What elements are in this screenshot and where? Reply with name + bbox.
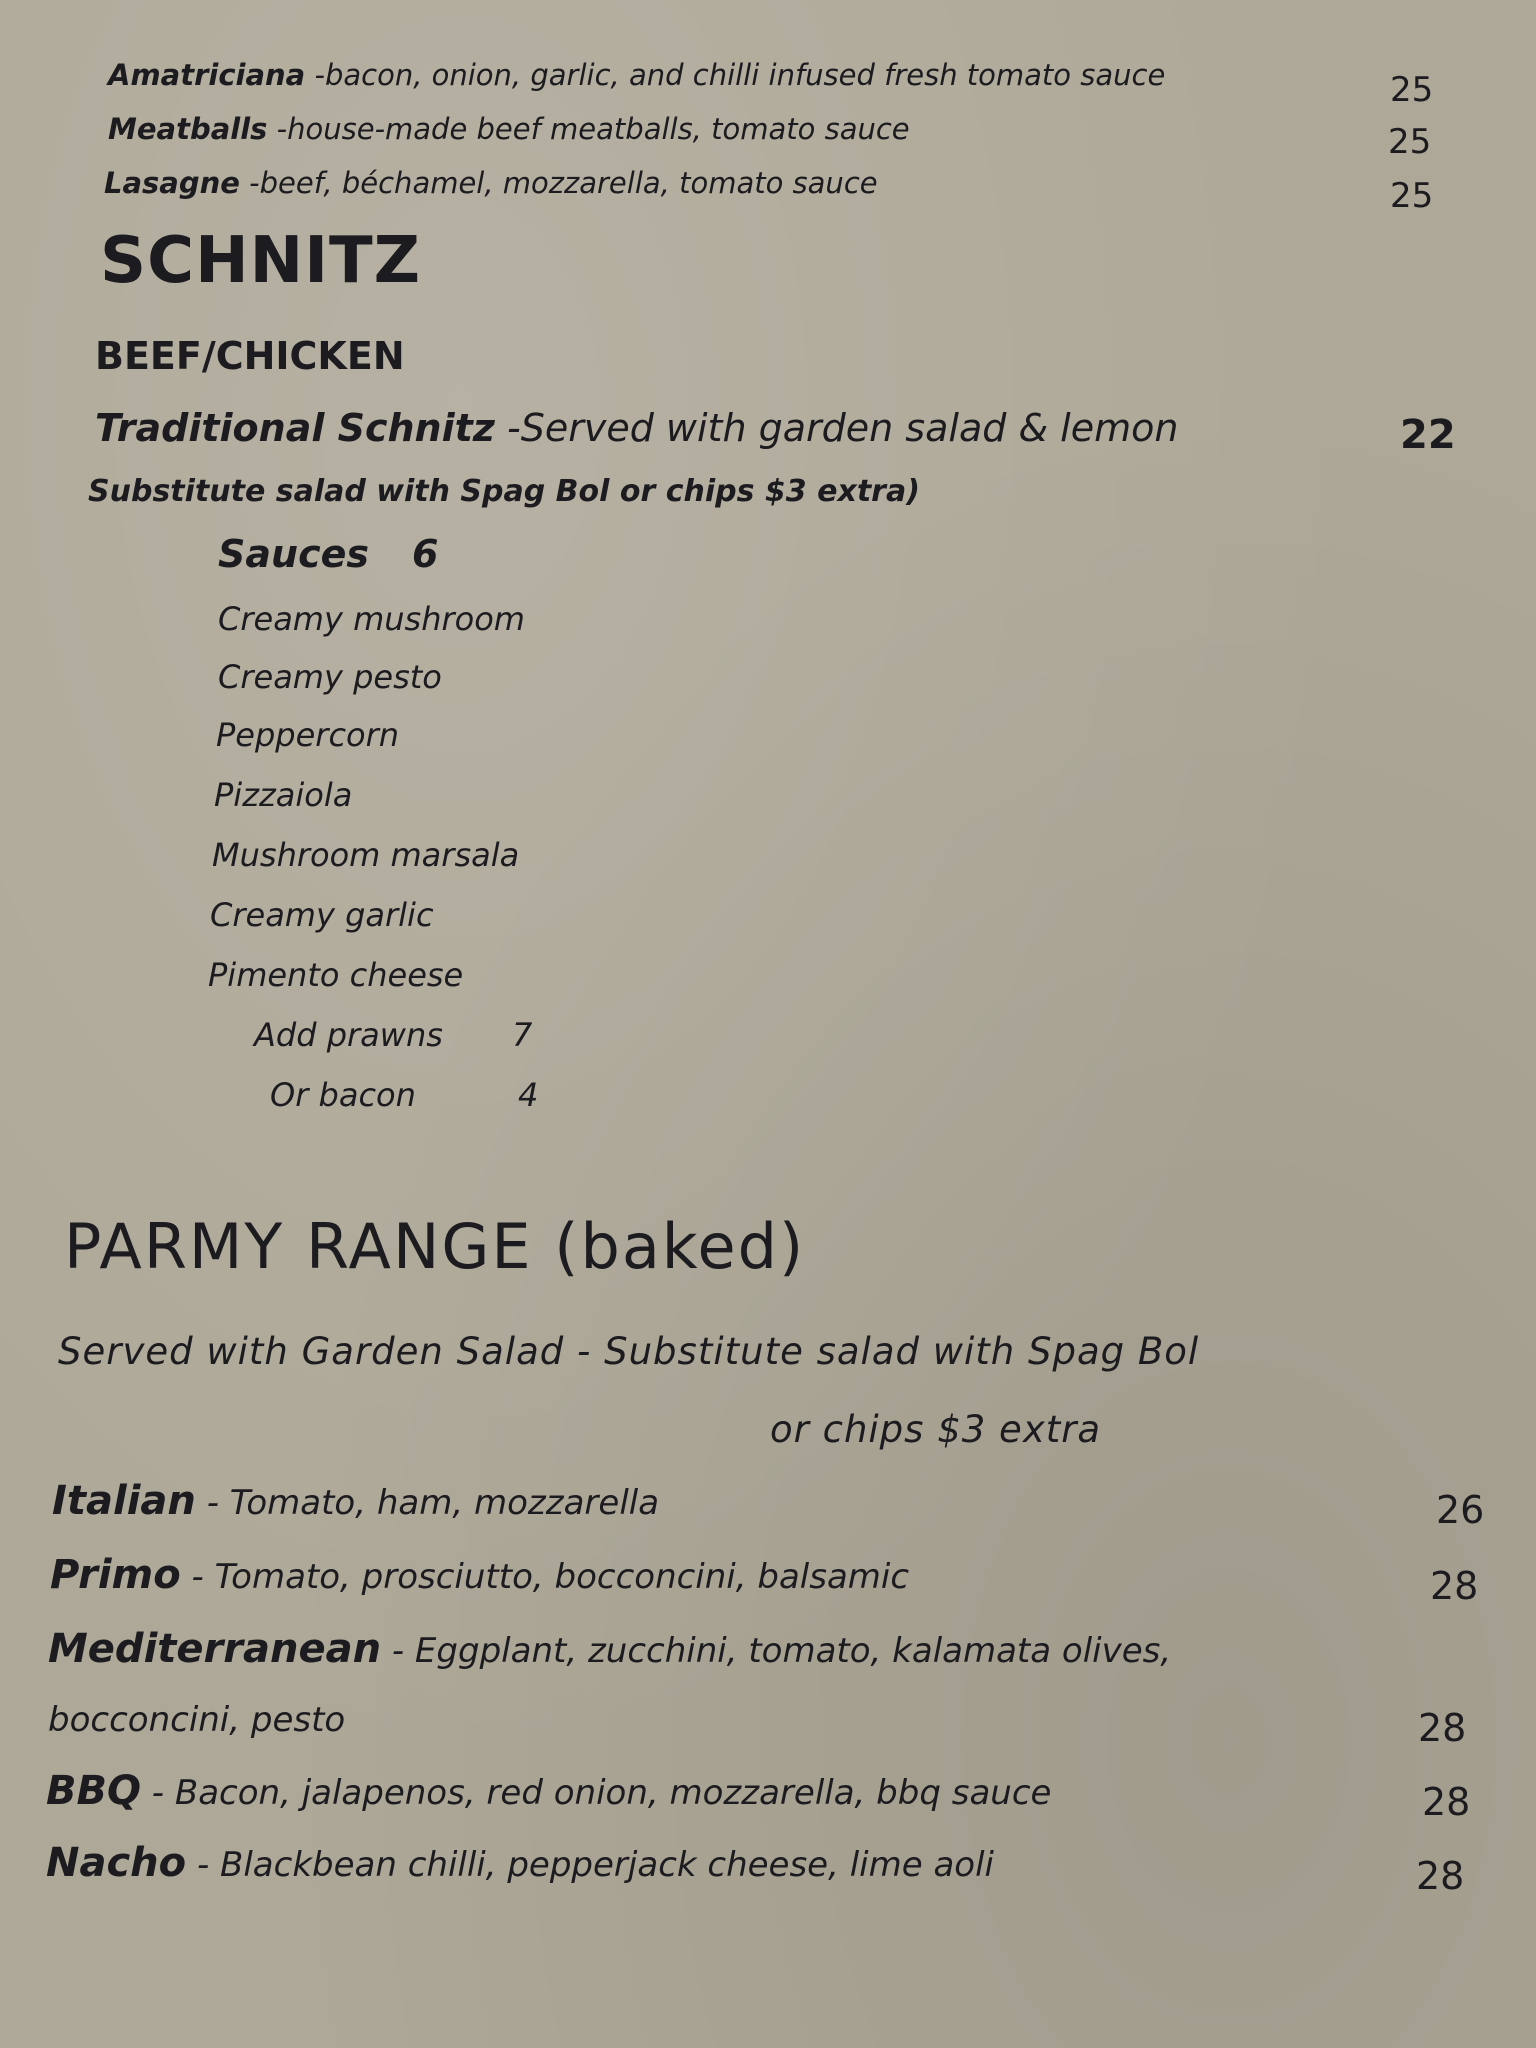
sauce-item: Peppercorn: [216, 716, 400, 754]
parmy-subtitle: Served with Garden Salad - Substitute salad with Spag Bol: [58, 1330, 1200, 1373]
item-description: -house-made beef meatballs, tomato sauce: [276, 112, 910, 146]
sauce-item: Creamy pesto: [218, 658, 442, 696]
item-description: - Eggplant, zucchini, tomato, kalamata olives,: [391, 1631, 1172, 1671]
item-price: 25: [1390, 70, 1434, 110]
menu-item-mediterranean: [48, 1626, 1171, 1672]
sauce-item: Creamy garlic: [210, 896, 434, 934]
item-name: Traditional Schnitz: [95, 406, 495, 450]
section-subheading: BEEF/CHICKEN: [95, 334, 405, 378]
item-name: Amatriciana: [108, 58, 306, 92]
item-name: Mediterranean: [48, 1626, 382, 1672]
addon-label: Or bacon: [270, 1076, 416, 1114]
item-description: -beef, béchamel, mozzarella, tomato sauce: [249, 166, 878, 200]
item-price: 22: [1400, 412, 1456, 458]
section-heading-parmy: PARMY RANGE (baked): [64, 1210, 806, 1283]
sauce-item: Pizzaiola: [214, 776, 353, 814]
sauces-price: 6: [412, 532, 439, 576]
item-price: 28: [1416, 1854, 1465, 1898]
item-description: - Tomato, ham, mozzarella: [206, 1483, 660, 1523]
item-description: - Blackbean chilli, pepperjack cheese, lime aoli: [196, 1845, 994, 1885]
item-name: BBQ: [46, 1768, 141, 1814]
item-price: 28: [1422, 1780, 1471, 1824]
section-heading-schnitz: SCHNITZ: [100, 224, 422, 298]
menu-item-bbq: [46, 1768, 1051, 1814]
menu-item-amatriciana: [108, 58, 1165, 92]
sauces-label: Sauces: [218, 532, 369, 576]
item-description: -bacon, onion, garlic, and chilli infused fresh tomato sauce: [314, 58, 1166, 92]
menu-item-meatballs: [108, 112, 910, 146]
item-name: Nacho: [46, 1840, 187, 1886]
item-name: Italian: [52, 1478, 196, 1524]
sauce-item: Pimento cheese: [208, 956, 464, 994]
item-name: Lasagne: [104, 166, 240, 200]
item-name: Primo: [50, 1552, 181, 1598]
item-price: 28: [1418, 1706, 1467, 1750]
item-description: -Served with garden salad & lemon: [507, 406, 1179, 450]
addon-price: 4: [518, 1076, 539, 1114]
addon-label: Add prawns: [254, 1016, 443, 1054]
addon-price: 7: [512, 1016, 533, 1054]
sauce-item: Mushroom marsala: [212, 836, 520, 874]
menu-item-primo: [50, 1552, 909, 1598]
item-name: Meatballs: [108, 112, 268, 146]
menu-item-traditional-schnitz: [95, 406, 1178, 450]
substitution-note: Substitute salad with Spag Bol or chips $3 extra): [88, 474, 920, 509]
item-price: 26: [1436, 1488, 1485, 1532]
menu-item-nacho: [46, 1840, 994, 1886]
item-description: - Tomato, prosciutto, bocconcini, balsamic: [191, 1557, 910, 1597]
menu-item-italian: [52, 1478, 659, 1524]
sauce-item: Creamy mushroom: [218, 600, 525, 638]
item-description-continued: bocconcini, pesto: [48, 1700, 346, 1740]
menu-item-lasagne: [104, 166, 878, 200]
item-price: 28: [1430, 1564, 1479, 1608]
parmy-subtitle: or chips $3 extra: [770, 1408, 1102, 1451]
item-price: 25: [1388, 122, 1432, 162]
item-price: 25: [1390, 176, 1434, 216]
item-description: - Bacon, jalapenos, red onion, mozzarella, bbq sauce: [151, 1773, 1052, 1813]
